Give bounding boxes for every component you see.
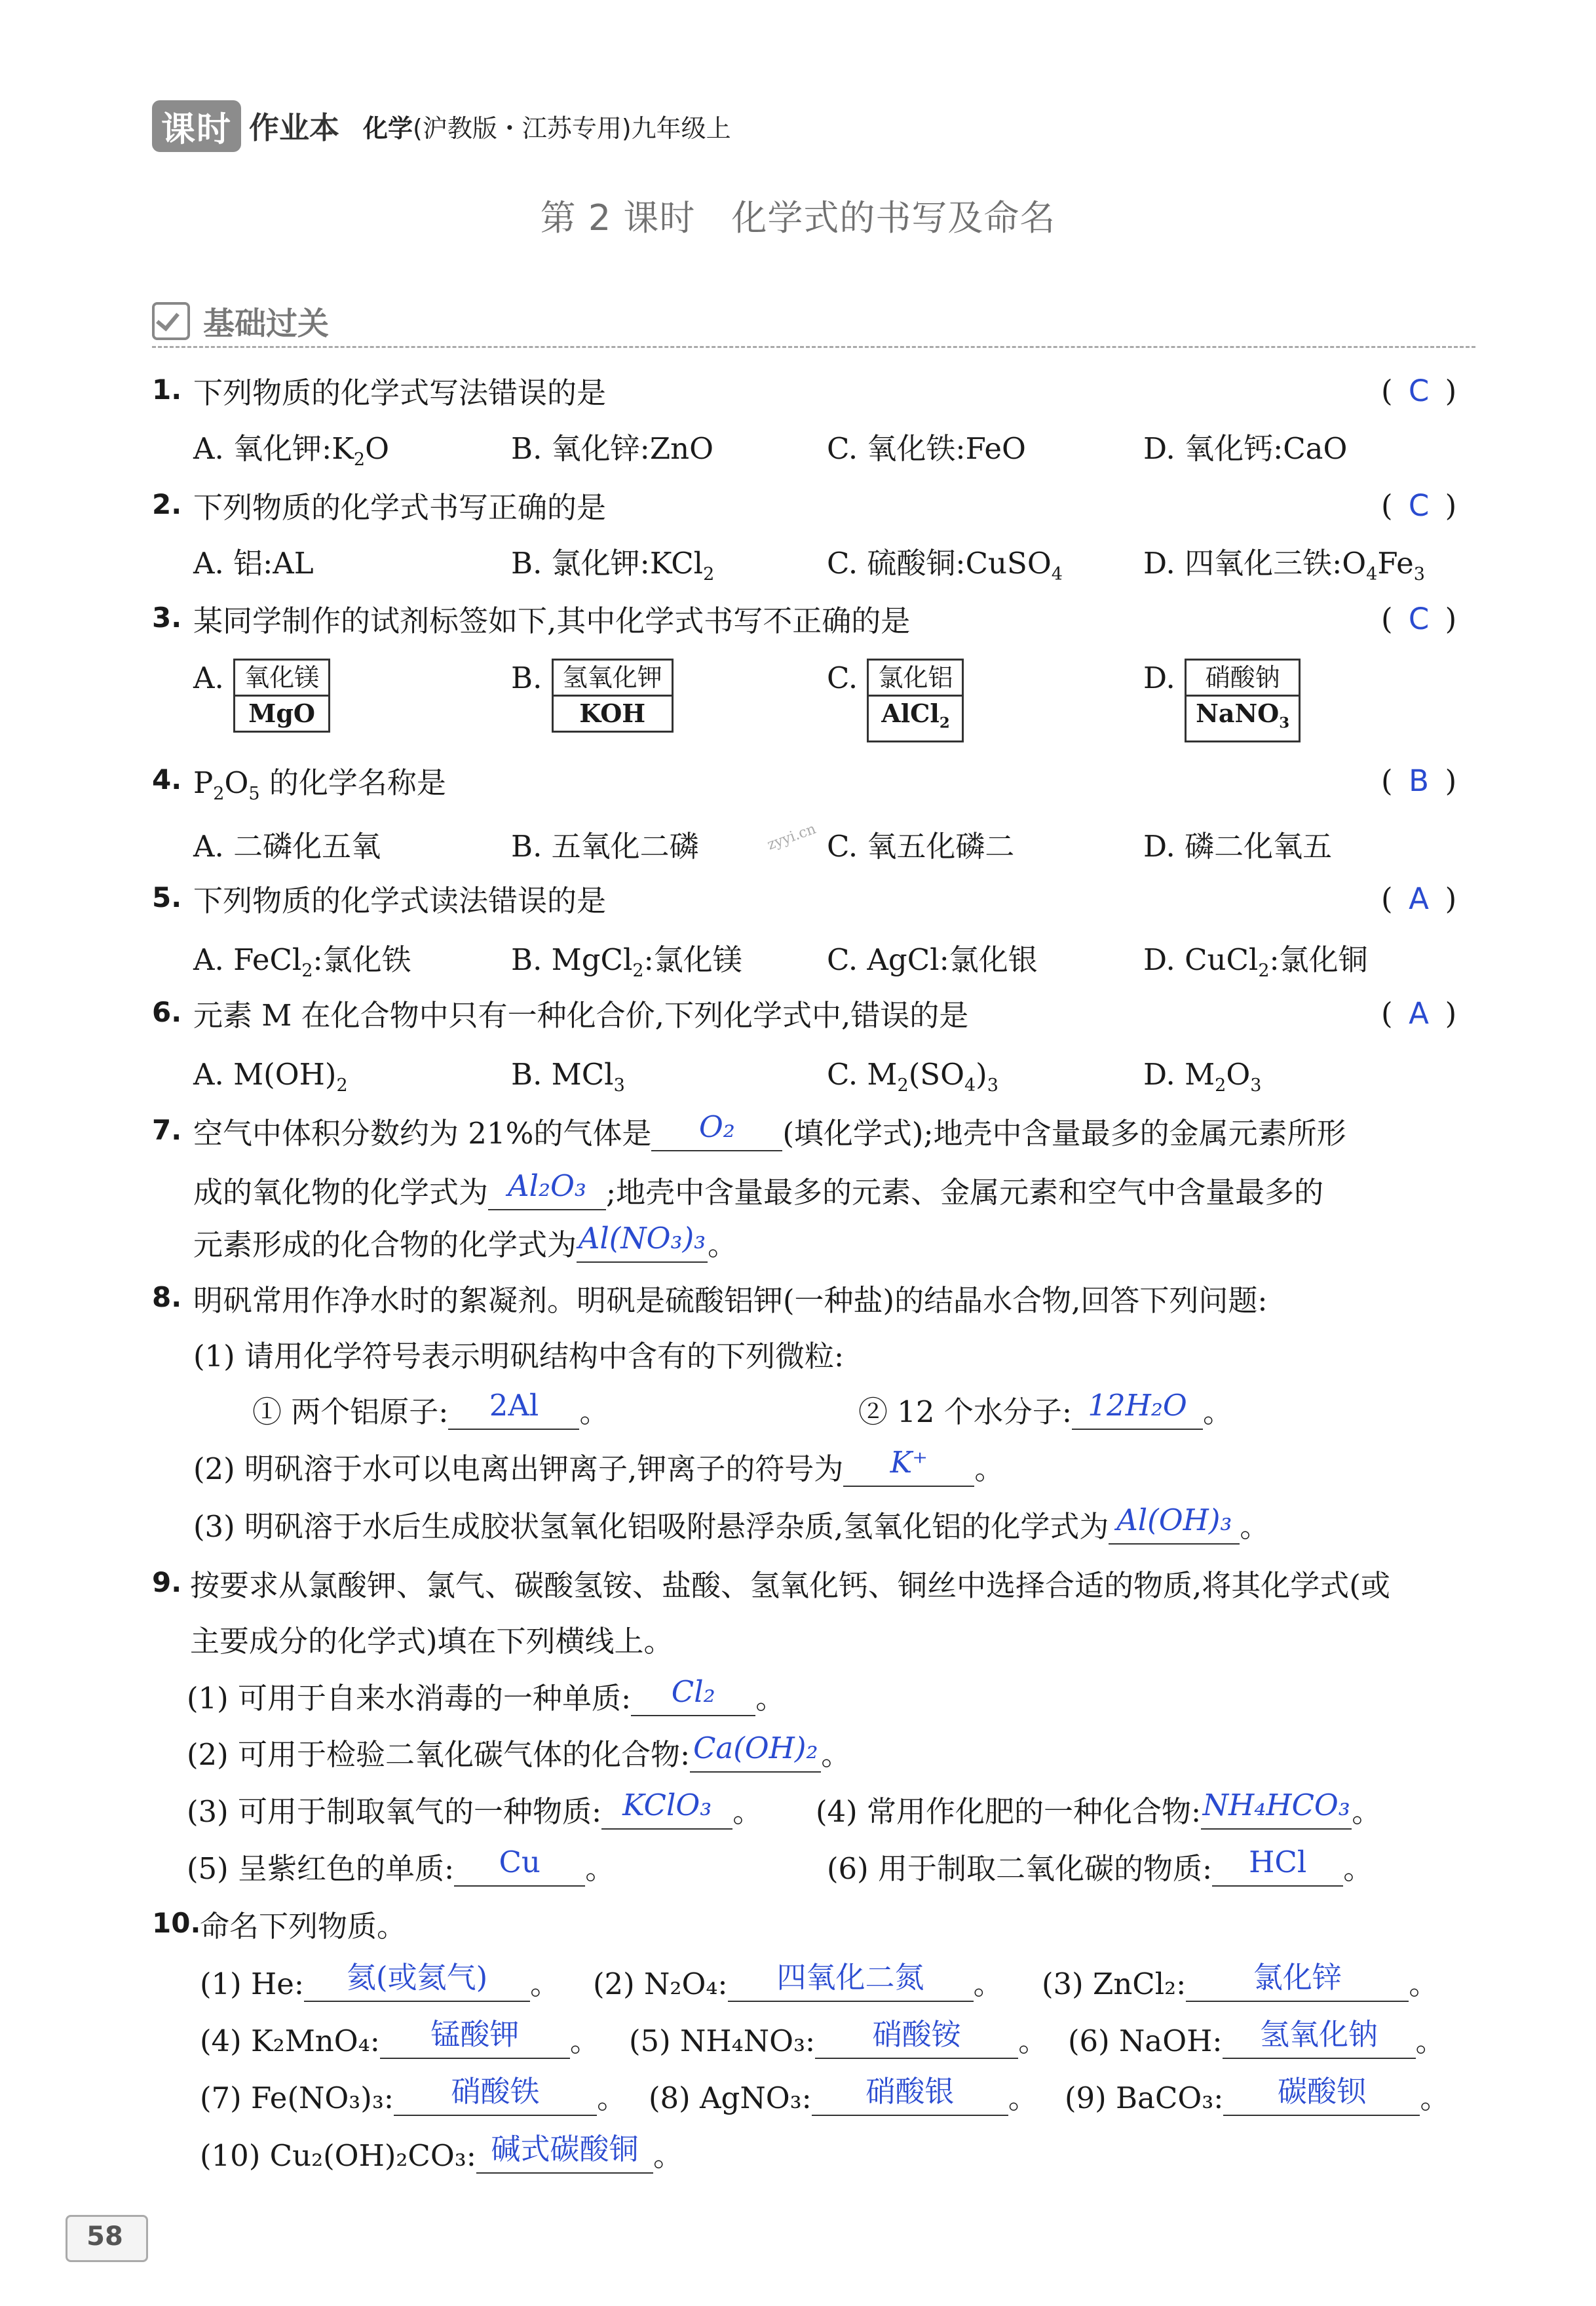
q10-blank[interactable]: 氦(或氦气) bbox=[304, 1968, 530, 2002]
q10-blank[interactable]: 氯化锌 bbox=[1186, 1968, 1409, 2002]
section-heading bbox=[152, 298, 329, 343]
checkbox-icon bbox=[152, 302, 190, 340]
q8-sub3: (3) 明矾溶于水后生成胶状氢氧化铝吸附悬浮杂质,氢氧化铝的化学式为 Al(OH)₃ 。 bbox=[193, 1503, 1270, 1544]
q10-blank[interactable]: 氢氧化钠 bbox=[1223, 2025, 1416, 2059]
q10-item: (3) ZnCl₂: 氯化锌 。 bbox=[1042, 1960, 1439, 2001]
q6-stem: 元素 M 在化合物中只有一种化合价,下列化学式中,错误的是 bbox=[193, 998, 969, 1033]
q9-blank6[interactable]: HCl bbox=[1212, 1853, 1343, 1887]
q9-blank3[interactable]: KClO₃ bbox=[601, 1796, 732, 1830]
q8-blank1a[interactable]: 2Al bbox=[448, 1396, 579, 1430]
section-divider bbox=[152, 346, 1475, 348]
page-number-badge bbox=[66, 2202, 144, 2261]
q10-item: (9) BaCO₃: 碳酸钡 。 bbox=[1065, 2074, 1450, 2115]
section-title: 基础过关 bbox=[203, 305, 330, 342]
q8-blank3[interactable]: Al(OH)₃ bbox=[1109, 1510, 1240, 1545]
q7-line3: 元素形成的化合物的化学式为Al(NO₃)₃。 bbox=[193, 1221, 738, 1262]
q2-number: 2. bbox=[152, 488, 182, 520]
reagent-label: 硝酸钠 NaNO$_3$ bbox=[1185, 659, 1301, 742]
q4-answer: ( B ) bbox=[1381, 763, 1457, 798]
q9-number: 9. bbox=[152, 1566, 182, 1598]
q9-sub3: (3) 可用于制取氧气的一种物质: KClO₃ 。 bbox=[187, 1788, 763, 1829]
q5-option-d: D. CuCl$_2$:氯化铜 bbox=[1143, 942, 1368, 981]
q2-option-b: B. 氯化钾:KCl$_2$ bbox=[511, 546, 715, 585]
q7-number: 7. bbox=[152, 1114, 182, 1146]
subject-info: 化学(沪教版・江苏专用)九年级上 bbox=[363, 113, 731, 143]
q6-option-d: D. $M_2O_3$ bbox=[1143, 1057, 1262, 1096]
q3-option-a: A. 氧化镁 MgO bbox=[193, 659, 330, 733]
series-name: 作业本 bbox=[249, 110, 340, 145]
q3-option-d: D. 硝酸钠 NaNO$_3$ bbox=[1143, 659, 1301, 742]
q5-stem: 下列物质的化学式读法错误的是 bbox=[193, 883, 607, 918]
q9-blank1[interactable]: Cl₂ bbox=[631, 1682, 755, 1716]
reagent-label: 氯化铝 AlCl$_2$ bbox=[867, 659, 964, 742]
q8-number: 8. bbox=[152, 1281, 182, 1313]
q2-answer: ( C ) bbox=[1381, 488, 1457, 523]
q2-option-d: D. 四氧化三铁$:O_4Fe_3$ bbox=[1143, 546, 1425, 585]
q3-number: 3. bbox=[152, 602, 182, 634]
q9-blank5[interactable]: Cu bbox=[454, 1853, 585, 1887]
q7-line2: 成的氧化物的化学式为 Al₂O₃ ;地壳中含量最多的元素、金属元素和空气中含量最多的 bbox=[193, 1168, 1324, 1210]
q7-blank1[interactable]: O₂ bbox=[651, 1117, 782, 1151]
page-header bbox=[152, 100, 731, 152]
q7-line1: 空气中体积分数约为 21%的气体是 O₂ (填化学式);地壳中含量最多的金属元素所形 bbox=[193, 1109, 1346, 1151]
q9-sub5: (5) 呈紫红色的单质: Cu 。 bbox=[187, 1845, 615, 1886]
q3-stem: 某同学制作的试剂标签如下,其中化学式书写不正确的是 bbox=[193, 604, 911, 638]
lesson-title: 第 2 课时 化学式的书写及命名 bbox=[540, 197, 1056, 239]
q7-blank2[interactable]: Al₂O₃ bbox=[488, 1176, 606, 1210]
q1-option-b: B. 氧化锌:ZnO bbox=[511, 431, 713, 466]
q10-item: (10) Cu₂(OH)₂CO₃: 碱式碳酸铜 。 bbox=[200, 2132, 683, 2173]
q10-blank[interactable]: 锰酸钾 bbox=[380, 2025, 570, 2059]
q9-blank4[interactable]: NH₄HCO₃ bbox=[1201, 1796, 1352, 1830]
q6-option-a: A. $M(OH)_2$ bbox=[193, 1057, 348, 1096]
q10-blank[interactable]: 碱式碳酸铜 bbox=[476, 2140, 653, 2174]
q10-blank[interactable]: 硝酸铵 bbox=[815, 2025, 1018, 2059]
q6-option-b: B. MCl$_3$ bbox=[511, 1057, 625, 1096]
q10-item: (2) N₂O₄: 四氧化二氮 。 bbox=[593, 1960, 1003, 2001]
q1-stem: 下列物质的化学式写法错误的是 bbox=[193, 375, 607, 410]
q10-blank[interactable]: 硝酸铁 bbox=[394, 2082, 597, 2116]
q10-blank[interactable]: 碳酸钡 bbox=[1223, 2082, 1420, 2116]
q9-sub4: (4) 常用作化肥的一种化合物:NH₄HCO₃。 bbox=[816, 1788, 1382, 1829]
q10-item: (1) He: 氦(或氦气) 。 bbox=[200, 1960, 560, 2001]
q5-option-a: A. FeCl$_2$:氯化铁 bbox=[193, 942, 411, 981]
q1-number: 1. bbox=[152, 374, 182, 406]
q2-option-a: A. 铝:AL bbox=[193, 546, 314, 581]
q9-sub1: (1) 可用于自来水消毒的一种单质: Cl₂ 。 bbox=[187, 1674, 786, 1716]
q8-blank2[interactable]: K⁺ bbox=[843, 1453, 974, 1487]
q10-item: (5) NH₄NO₃: 硝酸铵 。 bbox=[629, 2017, 1048, 2058]
q1-option-a: A. 氧化钾$:K_2O$ bbox=[193, 431, 389, 470]
q4-option-c: C. 氧五化磷二 bbox=[827, 829, 1015, 864]
q10-blank[interactable]: 四氧化二氮 bbox=[728, 1968, 974, 2002]
q10-item: (6) NaOH: 氢氧化钠 。 bbox=[1068, 2017, 1445, 2058]
q9-sub6: (6) 用于制取二氧化碳的物质: HCl 。 bbox=[827, 1845, 1373, 1886]
series-logo: 课时 bbox=[152, 100, 241, 152]
q1-answer: ( C ) bbox=[1381, 374, 1457, 408]
q10-item: (4) K₂MnO₄: 锰酸钾 。 bbox=[200, 2017, 599, 2058]
q8-blank1b[interactable]: 12H₂O bbox=[1072, 1396, 1203, 1430]
q1-option-d: D. 氧化钙:CaO bbox=[1143, 431, 1348, 466]
q4-stem: $P_2O_5$ 的化学名称是 bbox=[193, 765, 446, 804]
q4-option-b: B. 五氧化二磷 bbox=[511, 829, 699, 864]
q8-sub1: (1) 请用化学符号表示明矾结构中含有的下列微粒: bbox=[193, 1339, 845, 1374]
q6-option-c: C. $M_2(SO_4)_3$ bbox=[827, 1057, 998, 1096]
q7-blank3[interactable]: Al(NO₃)₃ bbox=[577, 1229, 708, 1263]
q6-number: 6. bbox=[152, 996, 182, 1028]
q9-stem-line1: 按要求从氯酸钾、氯气、碳酸氢铵、盐酸、氢氧化钙、铜丝中选择合适的物质,将其化学式(或 bbox=[190, 1568, 1390, 1603]
q8-stem: 明矾常用作净水时的絮凝剂。明矾是硫酸铝钾(一种盐)的结晶水合物,回答下列问题: bbox=[193, 1283, 1268, 1318]
q5-option-b: B. MgCl$_2$:氯化镁 bbox=[511, 942, 742, 981]
page-number: 58 bbox=[86, 2221, 123, 2252]
q3-option-b: B. 氢氧化钾 KOH bbox=[511, 659, 674, 733]
q6-answer: ( A ) bbox=[1381, 996, 1457, 1031]
q5-answer: ( A ) bbox=[1381, 881, 1457, 916]
q9-stem-line2: 主要成分的化学式)填在下列横线上。 bbox=[190, 1624, 674, 1659]
q8-sub1b: ② 12 个水分子: 12H₂O 。 bbox=[858, 1388, 1233, 1429]
watermark: zyyi.cn bbox=[765, 820, 818, 854]
q10-item: (8) AgNO₃: 硝酸银 。 bbox=[649, 2074, 1038, 2115]
reagent-label: 氢氧化钾 KOH bbox=[552, 659, 674, 733]
q4-option-a: A. 二磷化五氧 bbox=[193, 829, 381, 864]
q9-blank2[interactable]: Ca(OH)₂ bbox=[690, 1739, 821, 1773]
q10-stem: 命名下列物质。 bbox=[200, 1909, 407, 1944]
q2-stem: 下列物质的化学式书写正确的是 bbox=[193, 490, 607, 525]
q4-option-d: D. 磷二化氧五 bbox=[1143, 829, 1333, 864]
q5-number: 5. bbox=[152, 881, 182, 913]
q10-number: 10. bbox=[152, 1907, 201, 1939]
q10-item: (7) Fe(NO₃)₃: 硝酸铁 。 bbox=[200, 2074, 627, 2115]
reagent-label: 氧化镁 MgO bbox=[233, 659, 330, 733]
q3-option-c: C. 氯化铝 AlCl$_2$ bbox=[827, 659, 964, 742]
q3-answer: ( C ) bbox=[1381, 602, 1457, 636]
q9-sub2: (2) 可用于检验二氧化碳气体的化合物: Ca(OH)₂ 。 bbox=[187, 1731, 851, 1772]
q1-option-c: C. 氧化铁:FeO bbox=[827, 431, 1026, 466]
q4-number: 4. bbox=[152, 763, 182, 796]
q8-sub1a: ① 两个铝原子: 2Al 。 bbox=[252, 1388, 609, 1429]
q2-option-c: C. 硫酸铜:CuSO$_4$ bbox=[827, 546, 1063, 585]
q8-sub2: (2) 明矾溶于水可以电离出钾离子,钾离子的符号为 K⁺ 。 bbox=[193, 1445, 1004, 1486]
q5-option-c: C. AgCl:氯化银 bbox=[827, 942, 1038, 977]
q10-blank[interactable]: 硝酸银 bbox=[812, 2082, 1008, 2116]
